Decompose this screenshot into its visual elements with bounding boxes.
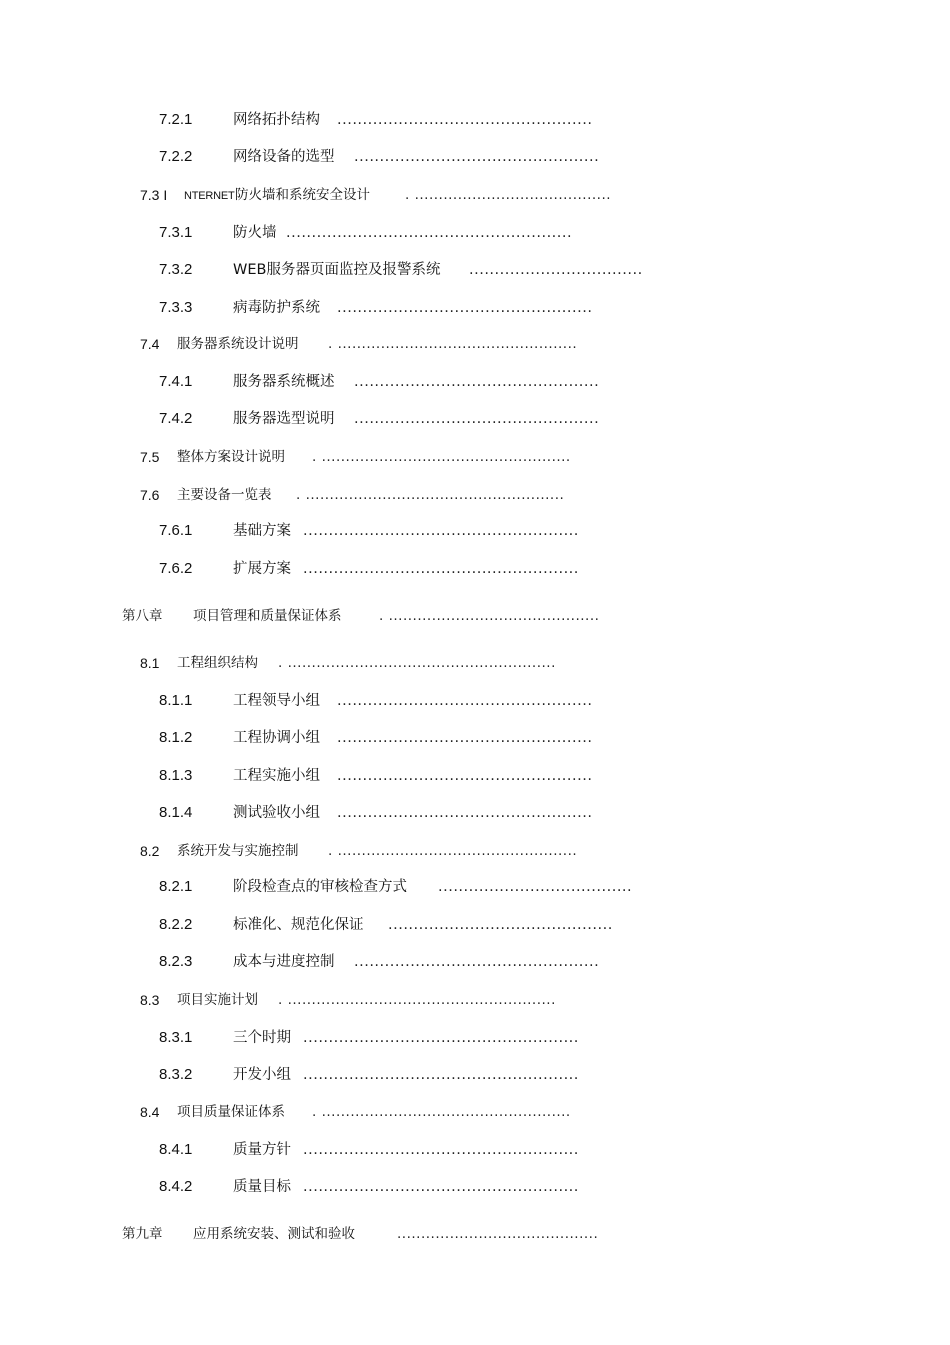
toc-number: 8.3 — [140, 992, 160, 1008]
toc-leader-dots: . ............................................ — [379, 608, 600, 624]
toc-number: 7.4 — [140, 336, 160, 352]
toc-number: 7.2.1 — [159, 111, 193, 128]
toc-number: 7.3.2 — [159, 261, 193, 278]
toc-title: 系统开发与实施控制 — [177, 843, 299, 859]
toc-title: 项目质量保证体系 — [177, 1104, 285, 1120]
toc-title: 服务器系统概述 — [233, 374, 335, 390]
toc-title: 测试验收小组 — [233, 805, 320, 821]
toc-number: 7.3 I — [140, 187, 168, 203]
toc-number: 8.4.1 — [159, 1141, 193, 1158]
toc-title: 工程协调小组 — [233, 730, 320, 746]
toc-leader-dots: ............................................ — [388, 917, 613, 933]
toc-number: 8.1.3 — [159, 767, 193, 784]
toc-leader-dots: .................................................. — [337, 768, 593, 784]
toc-leader-dots: ...................................... — [438, 879, 633, 895]
toc-number: 7.6.2 — [159, 560, 193, 577]
toc-leader-dots: . ........................................................ — [278, 992, 556, 1008]
toc-title-prefix: NTERNET — [184, 190, 235, 202]
toc-leader-dots: ...................................................... — [303, 561, 579, 577]
toc-title: 项目管理和质量保证体系 — [193, 608, 342, 624]
toc-leader-dots: . ...................................................... — [296, 487, 565, 503]
toc-title: 三个时期 — [233, 1030, 291, 1046]
toc-number: 第八章 — [122, 608, 163, 624]
toc-title: 工程领导小组 — [233, 693, 320, 709]
toc-number: 8.4.2 — [159, 1178, 193, 1195]
toc-title: 主要设备一览表 — [177, 487, 272, 503]
toc-number: 8.3.1 — [159, 1029, 193, 1046]
toc-number: 7.4.1 — [159, 373, 193, 390]
toc-title: 整体方案设计说明 — [177, 449, 285, 465]
toc-leader-dots: .................................................. — [337, 730, 593, 746]
toc-leader-dots: ...................................................... — [303, 1179, 579, 1195]
toc-number: 8.3.2 — [159, 1066, 193, 1083]
toc-number: 7.5 — [140, 449, 160, 465]
toc-leader-dots: . .................................................. — [328, 336, 578, 352]
toc-title: 服务器选型说明 — [233, 411, 335, 427]
toc-title: 项目实施计划 — [177, 992, 258, 1008]
toc-leader-dots: ........................................................ — [286, 225, 573, 241]
toc-leader-dots: .......................................... — [397, 1226, 599, 1242]
toc-title: 工程组织结构 — [177, 655, 258, 671]
toc-leader-dots: .................................. — [469, 262, 643, 278]
toc-leader-dots: ...................................................... — [303, 1142, 579, 1158]
toc-leader-dots: . .................................................. — [328, 843, 578, 859]
toc-number: 7.3.3 — [159, 299, 193, 316]
toc-number: 8.2.3 — [159, 953, 193, 970]
toc-number: 7.2.2 — [159, 148, 193, 165]
toc-number: 8.2 — [140, 843, 160, 859]
toc-leader-dots: .................................................. — [337, 112, 593, 128]
toc-title: 网络设备的选型 — [233, 149, 335, 165]
toc-leader-dots: . .................................................... — [312, 1104, 571, 1120]
toc-number: 8.2.1 — [159, 878, 193, 895]
toc-title: 质量方针 — [233, 1142, 291, 1158]
toc-number: 8.2.2 — [159, 916, 193, 933]
toc-leader-dots: . .................................................... — [312, 449, 571, 465]
toc-leader-dots: ...................................................... — [303, 1067, 579, 1083]
toc-title: 基础方案 — [233, 523, 291, 539]
toc-title: 防火墙和系统安全设计 — [235, 187, 370, 203]
toc-leader-dots: ...................................................... — [303, 523, 579, 539]
toc-leader-dots: ................................................ — [354, 149, 600, 165]
toc-leader-dots: ................................................ — [354, 374, 600, 390]
toc-number: 第九章 — [122, 1226, 163, 1242]
toc-title: 服务器系统设计说明 — [177, 336, 299, 352]
toc-leader-dots: .................................................. — [337, 300, 593, 316]
toc-number: 8.1.2 — [159, 729, 193, 746]
toc-title: WEB服务器页面监控及报警系统 — [233, 262, 441, 278]
toc-title: 病毒防护系统 — [233, 300, 320, 316]
toc-number: 8.1.1 — [159, 692, 193, 709]
toc-title: 工程实施小组 — [233, 768, 320, 784]
toc-title: 阶段检查点的审核检查方式 — [233, 879, 407, 895]
toc-leader-dots: ................................................ — [354, 954, 600, 970]
toc-number: 7.3.1 — [159, 224, 193, 241]
toc-leader-dots: . ......................................... — [405, 187, 612, 203]
toc-title: 扩展方案 — [233, 561, 291, 577]
toc-title: 标准化、规范化保证 — [233, 917, 364, 933]
toc-number: 7.6.1 — [159, 522, 193, 539]
toc-title: 应用系统安装、测试和验收 — [193, 1226, 355, 1242]
toc-number: 7.6 — [140, 487, 160, 503]
toc-number: 8.1 — [140, 655, 160, 671]
toc-title: 防火墙 — [233, 225, 277, 241]
toc-title: 开发小组 — [233, 1067, 291, 1083]
toc-number: 8.1.4 — [159, 804, 193, 821]
toc-leader-dots: .................................................. — [337, 805, 593, 821]
toc-leader-dots: ................................................ — [354, 411, 600, 427]
toc-number: 8.4 — [140, 1104, 160, 1120]
toc-title: 质量目标 — [233, 1179, 291, 1195]
toc-leader-dots: .................................................. — [337, 693, 593, 709]
toc-title: 网络拓扑结构 — [233, 112, 320, 128]
toc-number: 7.4.2 — [159, 410, 193, 427]
toc-leader-dots: ...................................................... — [303, 1030, 579, 1046]
toc-title: 成本与进度控制 — [233, 954, 335, 970]
toc-leader-dots: . ........................................................ — [278, 655, 556, 671]
